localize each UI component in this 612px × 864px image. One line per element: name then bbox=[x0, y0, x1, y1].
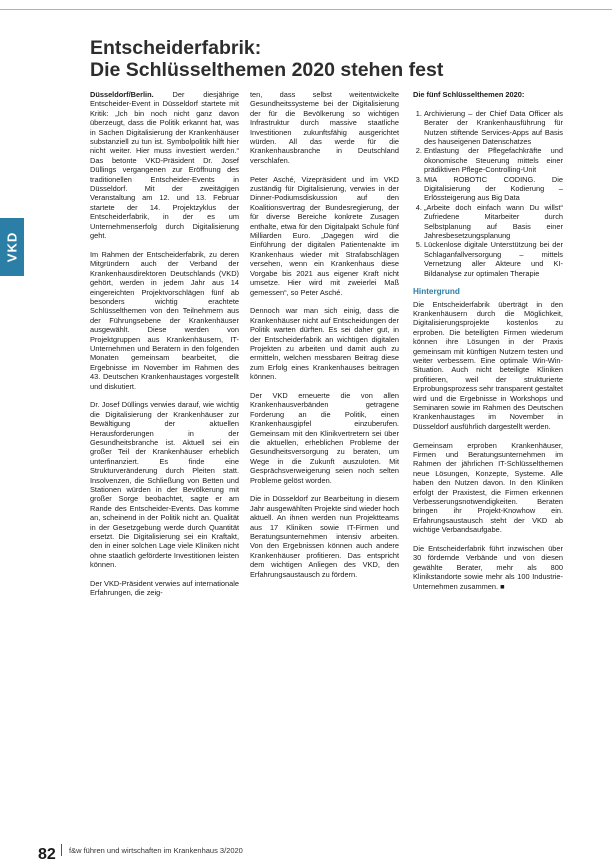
article-title-text: Entscheiderfabrik: Die Schlüsselthemen 2020 stehen fest bbox=[90, 37, 444, 81]
article-title bbox=[90, 38, 560, 81]
key-topic-item: 5. Lückenlose digitale Unterstützung bei der Schlaganfallversorgung – mittels Vernetzung aller Akteure und KI-Bildanalyse zur optimalen Therapie bbox=[424, 240, 563, 278]
page-number: 82 bbox=[38, 846, 56, 863]
column-1-paragraph-2: Im Rahmen der Entscheiderfabrik, zu deren Mitgründern auch der Verband der Krankenhausdirektoren Deutschlands (VKD) gehört, werden in jedem Jahr aus 14 eingereichten Projektvorschlägen fünf ab besonders wichtig erachtete Schlüsselthemen von den Teilnehmern aus der Führungsebene der Krankenhäuser ausgewählt. Diese werden von Projektgruppen aus Krankenhäusern, IT-Unternehmen und Beratern in den folgenden Monaten gemeinsam bearbeitet, die Ergebnisse im November im Rahmen des 43. Deutschen Krankenhaustages vorgestellt und diskutiert. bbox=[90, 249, 239, 391]
column-3-paragraph-2: Gemeinsam erproben Krankenhäuser, Firmen und Beratungsunternehmen im Rahmen der jährlichen IT-Schlüsselthemen neue Lösungen, Konzepte, Systeme. Alle haben den Nutzen davon. In den Kliniken erfolgt der Praxistest, die Firmen erkennen Verbesserungsnotwendigkeiten. Beraten bringen ihr Projekt-Knowhow ein. Erfahrungsaustausch steht der VKD ab wichtige Verbandsaufgabe. bbox=[413, 440, 563, 535]
column-2-paragraph-1: ten, dass selbst weitentwickelte Gesundheitssysteme bei der Digitalisierung der für die Bevölkerung so wichtigen Infrastruktur durch massive staatliche Investitionen zukunftsfähig ausgerichtet würden. All das werde für die Krankenhausbranche in Deutschland verschlafen. bbox=[250, 90, 399, 165]
article-column-1 bbox=[90, 90, 239, 607]
key-topic-item: 1. Archivierung – der Chief Data Officer als Berater der Krankenhausführung für Nutzen stiftende Services-Apps auf Basis des hauseigenen Datenschatzes bbox=[424, 109, 563, 147]
column-2-paragraph-3: Dennoch war man sich einig, dass die Krankenhäuser nicht auf Entscheidungen der Politik warten dürften. Es sei daher gut, in der Entscheiderfabrik an wichtigen digitalen Projekten zu arbeiten und damit auch zu ermitteln, welchen messbaren Beitrag diese zum Erfolg eines Krankenhauses beitragen können. bbox=[250, 306, 399, 382]
column-2-paragraph-4: Der VKD erneuerte die von allen Krankenhausverbänden getragene Forderung an die Politik, einen Krankenhausgipfel einzuberufen. Gemeinsam mit den Klinikvertretern sei über die aktuellen, erheblichen Probleme der Gesundheitsversorgung zu beraten, um Wege in die Zukunft auszuloten. Mit Gesprächsverweigerung seien noch selten Probleme gelöst worden. bbox=[250, 390, 399, 485]
column-1-paragraph-1-text: Der diesjährige Entscheider-Event in Düsseldorf startete mit Kritik: „Ich bin noch nicht ganz davon überzeugt, dass die Politik erkannt hat, was in Sachen Digitalisierung der Krankenhäuser substanziell zu tun ist. Symbolpolitik hilft hier nicht weiter. Hier muss investiert werden.“ Das betonte VKD-Präsident Dr. Josef Düllings vergangenen zur Eröffnung des traditionellen Entscheider-Events in Düsseldorf. Mit der zweitägigen Veranstaltung am 12. und 13. Februar startete der 14. Projektzyklus der Entscheiderfabrik, in der es um Unternehmenserfolg durch Digitalisierung geht. bbox=[90, 90, 239, 241]
key-topic-item: 3. MIA ROBOTIC CODING. Die Digitalisierung der Kodierung – Erlössteigerung aus Big Data bbox=[424, 175, 563, 203]
dateline: Düsseldorf/Berlin. bbox=[90, 90, 154, 99]
column-1-paragraph-4: Der VKD-Präsident verwies auf internationale Erfahrungen, die zeig- bbox=[90, 579, 239, 598]
top-rule bbox=[0, 9, 612, 10]
section-tab-label: VKD bbox=[4, 231, 20, 263]
key-topic-item: 2. Entlastung der Pflegefachkräfte und ökonomische Steuerung mittels einer prädiktiven Pflege-Controlling-Unit bbox=[424, 146, 563, 174]
article-column-2 bbox=[250, 90, 399, 588]
column-2-paragraph-5: Die in Düsseldorf zur Bearbeitung in diesem Jahr ausgewählten Projekte sind wieder hoch aktuell. An ihnen werden nun Projektteams aus 17 Kliniken sowie IT-Firmen und Beratungsunternehmen intensiv arbeiten. Von den Ergebnissen können auch andere Krankenhäuser profitieren. Das entspricht dem wichtigen Anliegen des VKD, den Erfahrungsaustausch zu fördern. bbox=[250, 494, 399, 579]
column-1-paragraph-3: Dr. Josef Düllings verwies darauf, wie wichtig die Digitalisierung der Krankenhäuser zur Bewältigung der aktuellen Herausforderungen in der Gesundheitsbranche ist. Aktuell sei ein großer Teil der Krankenhäuser erheblich unterfinanziert. Es finde eine Strukturveränderung durch Pleiten statt. Insolvenzen, die Schließung von Betten und Stationen würden in der Bevölkerung mit großer Sorge beobachtet, sagte er am Rande des Entscheider-Events. Das komme an, scheinend in der Politik nicht an. Qualität in der Gesetzgebung werde durch Quantität ersetzt. Die Digitalisierung sei ein Kraftakt, den in einer solchen Lage viele Kliniken nicht ohne staatlich geförderte Investitionen leisten können. bbox=[90, 400, 239, 570]
column-3-paragraph-3: Die Entscheiderfabrik führt inzwischen über 30 fördernde Verbände und von diesen gewählte Berater, mehr als 800 Klinikstandorte sowie mehr als 100 Industrie-Unternehmen zusammen. ■ bbox=[413, 544, 563, 591]
key-topics-title: Die fünf Schlüsselthemen 2020: bbox=[413, 90, 525, 99]
article-column-3 bbox=[413, 90, 563, 600]
background-subheading: Hintergrund bbox=[413, 287, 460, 297]
column-1-paragraph-1 bbox=[90, 90, 239, 241]
key-topic-item: 4. „Arbeite doch einfach wann Du willst“ Zufriedene Mitarbeiter durch Selbstplanung auf Basis einer Jahresbesetzungsplanung bbox=[424, 203, 563, 241]
journal-issue: f&w führen und wirtschaften im Krankenhaus 3/2020 bbox=[69, 846, 243, 855]
column-2-paragraph-2: Peter Asché, Vizepräsident und im VKD zuständig für Digitalisierung, verwies in der Dinner-Podiumsdiskussion auf den Koalitionsvertrag der Bundesregierung, der für diverse Bereiche konkrete Zusagen enthalte, etwa für den Digitalpakt Schule fünf Milliarden Euro. „Dagegen wird die Einführung der digitalen Patientenakte im Krankenhaus wieder mit Strafabschlägen versehen, wenn ein Krankenhaus diese Vorgabe bis 2021 aus eigener Kraft nicht umsetze. Hier wird mit zweierlei Maß gemessen“, so Peter Asché. bbox=[250, 174, 399, 297]
key-topics-list bbox=[413, 109, 563, 278]
column-3-paragraph-1: Die Entscheiderfabrik überträgt in den Krankenhäusern durch die Möglichkeit, Digitalisierungsprojekte kostenlos zu erproben. Die beteiligten Firmen wiederum können ihre Lösungen in der Praxis gemeinsam mit künftigen Nutzern testen und weiter verbessern. Eine optimale Win-Win-Situation. Auch nicht beteiligte Kliniken profitieren, weil der strukturierte Erprobungsprozess sehr transparent gestaltet wird und die Ergebnisse in Workshops und Seminaren sowie im Rahmen des Deutschen Krankenhaustages im November in Düsseldorf ausführlich dargestellt werden. bbox=[413, 299, 563, 431]
section-tab bbox=[0, 218, 24, 276]
footer-divider bbox=[61, 844, 62, 856]
